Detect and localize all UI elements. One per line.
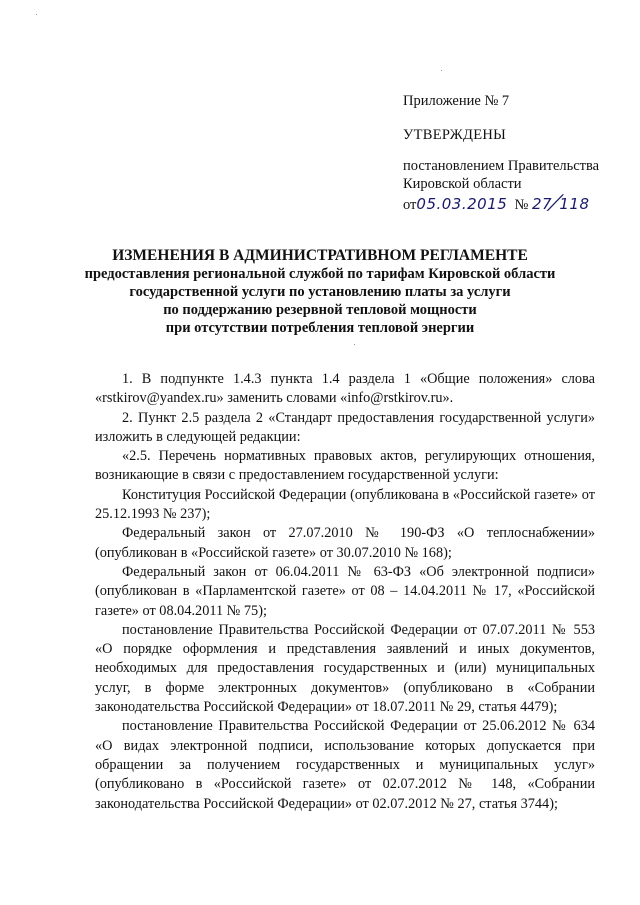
document-title xyxy=(70,246,570,337)
decree-line: Кировской области xyxy=(403,176,522,192)
body-paragraph: 1. В подпункте 1.4.3 пункта 1.4 раздела 1 «Общие положения» слова «rstkirov@yandex.ru» заменить словами «info@rstkirov.ru». xyxy=(95,371,595,407)
document-body xyxy=(95,370,595,814)
body-paragraph: 2. Пункт 2.5 раздела 2 «Стандарт предоставления государственной услуги» изложить в следующей редакции: xyxy=(95,409,595,445)
handwritten-number: 27 xyxy=(532,195,553,213)
title-line: при отсутствии потребления тепловой энергии xyxy=(165,320,475,336)
slash-mark: / xyxy=(546,190,565,214)
body-paragraph: «2.5. Перечень нормативных правовых актов, регулирующих отношения, возникающие в связи с предоставлением государственной услуги: xyxy=(95,448,595,484)
scan-speck xyxy=(354,344,355,345)
scan-speck xyxy=(441,70,442,71)
decree-date-line xyxy=(403,190,633,214)
decree-reference xyxy=(403,157,633,193)
body-paragraph: постановление Правительства Российской Федерации от 07.07.2011 № 553 «О порядке оформления и представления заявлений и иных документов, необходимых для предоставления государственных и (или) муниципальных услуг, в форме электронных документов» (опубликовано в «Собрании законодательства Российской Федерации» от 18.07.2011 № 29, статья 4479); xyxy=(95,621,595,716)
body-paragraph: Федеральный закон от 27.07.2010 № 190-ФЗ «О теплоснабжении» (опубликован в «Российской газете» от 30.07.2010 № 168); xyxy=(95,525,595,561)
body-paragraph: Федеральный закон от 06.04.2011 № 63-ФЗ «Об электронной подписи» (опубликован в «Парламентской газете» от 08 – 14.04.2011 № 17, «Российской газете» от 08.04.2011 № 75); xyxy=(95,563,595,619)
title-line: по поддержанию резервной тепловой мощности xyxy=(163,302,477,318)
title-main: ИЗМЕНЕНИЯ В АДМИНИСТРАТИВНОМ РЕГЛАМЕНТЕ xyxy=(112,247,528,264)
handwritten-number-suffix: 118 xyxy=(559,195,590,213)
handwritten-date: 05.03.2015 xyxy=(416,195,508,213)
approved-label: УТВЕРЖДЕНЫ xyxy=(403,127,507,143)
body-paragraph: Конституция Российской Федерации (опубликована в «Российской газете» от 25.12.1993 № 237); xyxy=(95,486,595,523)
decree-line: постановлением Правительства xyxy=(403,158,600,174)
scan-speck xyxy=(36,14,37,15)
date-prefix: от xyxy=(403,197,417,213)
title-line: предоставления региональной службой по тарифам Кировской области xyxy=(84,266,556,282)
number-prefix: № xyxy=(514,197,529,213)
body-paragraph: постановление Правительства Российской Федерации от 25.06.2012 № 634 «О видах электронной подписи, использование которых допускается при обращении за получением государственных и муниципальных услуг» (опубликовано в «Российской газете» от 02.07.2012 № 148, «Собрании законодательства Российской Федерации» от 02.07.2012 № 27, статья 3744); xyxy=(95,718,595,812)
appendix-number: Приложение № 7 xyxy=(403,93,510,109)
title-line: государственной услуги по установлению платы за услуги xyxy=(129,284,511,300)
